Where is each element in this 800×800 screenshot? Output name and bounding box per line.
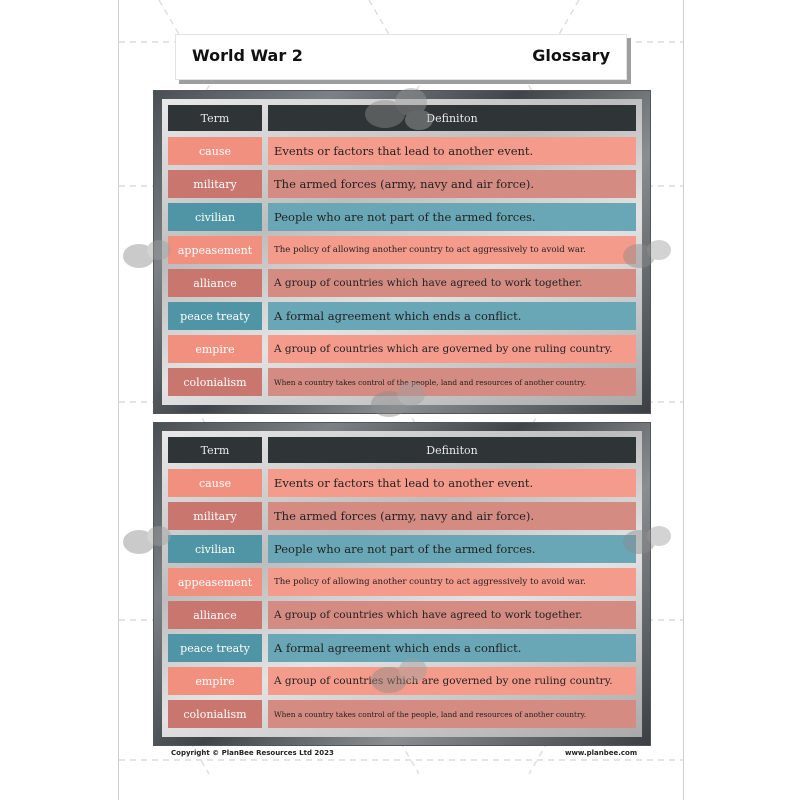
bee-icon (119, 520, 175, 564)
page-title: World War 2 (192, 46, 303, 65)
definition-cell: Events or factors that lead to another event. (268, 137, 636, 165)
definition-cell: A group of countries which have agreed to work together. (268, 601, 636, 629)
term-cell: colonialism (168, 700, 262, 728)
term-cell: appeasement (168, 568, 262, 596)
definition-cell: The policy of allowing another country to act aggressively to avoid war. (268, 236, 636, 264)
term-cell: civilian (168, 203, 262, 231)
definition-cell: When a country takes control of the people, land and resources of another country. (268, 368, 636, 396)
term-cell: civilian (168, 535, 262, 563)
website-link[interactable]: www.planbee.com (565, 749, 638, 757)
definition-cell: The armed forces (army, navy and air force). (268, 502, 636, 530)
worksheet-page (118, 0, 684, 800)
term-cell: military (168, 502, 262, 530)
bee-icon (359, 84, 439, 140)
term-cell: alliance (168, 601, 262, 629)
copyright-text: Copyright © PlanBee Resources Ltd 2023 (171, 749, 334, 757)
definition-cell: A formal agreement which ends a conflict. (268, 634, 636, 662)
definition-cell: The policy of allowing another country to act aggressively to avoid war. (268, 568, 636, 596)
definition-cell: People who are not part of the armed forces. (268, 203, 636, 231)
definition-cell: A group of countries which are governed by one ruling country. (268, 667, 636, 695)
definition-cell: The armed forces (army, navy and air force). (268, 170, 636, 198)
term-cell: colonialism (168, 368, 262, 396)
bee-icon (619, 234, 675, 278)
bee-icon (365, 374, 435, 430)
term-cell: peace treaty (168, 634, 262, 662)
definition-column-header: Definiton (268, 105, 636, 131)
definition-cell: When a country takes control of the people, land and resources of another country. (268, 700, 636, 728)
definition-column-header: Definiton (268, 437, 636, 463)
definition-cell: A group of countries which have agreed to work together. (268, 269, 636, 297)
bee-icon (365, 650, 437, 706)
definition-cell: Events or factors that lead to another event. (268, 469, 636, 497)
term-cell: cause (168, 469, 262, 497)
term-cell: empire (168, 667, 262, 695)
term-column-header: Term (168, 105, 262, 131)
definition-cell: A group of countries which are governed by one ruling country. (268, 335, 636, 363)
term-cell: peace treaty (168, 302, 262, 330)
page-subtitle: Glossary (532, 46, 610, 65)
term-cell: empire (168, 335, 262, 363)
definition-cell: A formal agreement which ends a conflict. (268, 302, 636, 330)
term-cell: cause (168, 137, 262, 165)
page-header (175, 34, 627, 80)
bee-icon (119, 234, 175, 278)
term-cell: military (168, 170, 262, 198)
term-cell: alliance (168, 269, 262, 297)
term-column-header: Term (168, 437, 262, 463)
bee-icon (619, 520, 675, 564)
term-cell: appeasement (168, 236, 262, 264)
definition-cell: People who are not part of the armed forces. (268, 535, 636, 563)
